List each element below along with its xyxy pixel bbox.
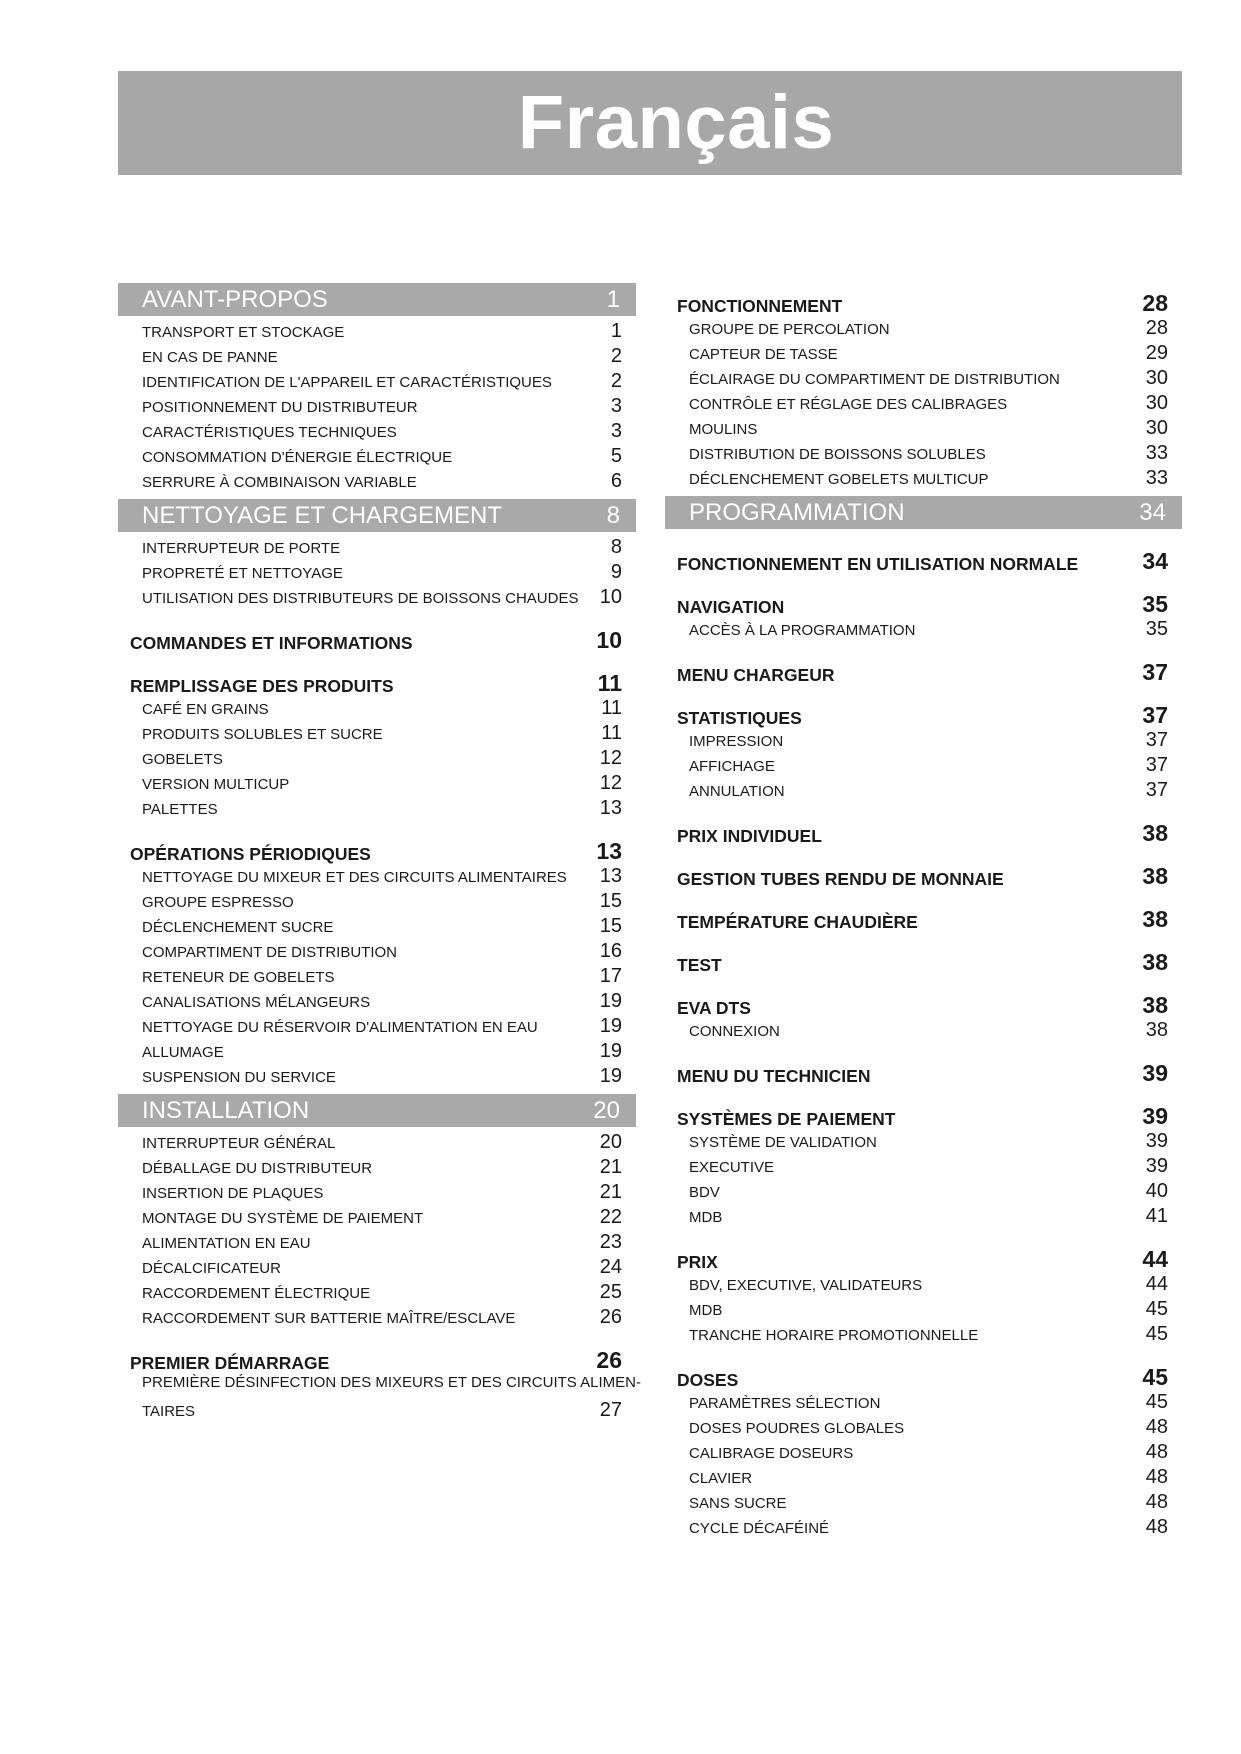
- toc-page-number: 15: [599, 890, 622, 912]
- toc-title: DÉCALCIFICATEUR: [142, 1260, 281, 1277]
- toc-title: SANS SUCRE: [689, 1495, 787, 1512]
- toc-entry-impression[interactable]: [665, 729, 1182, 754]
- toc-title: INTERRUPTEUR GÉNÉRAL: [142, 1135, 336, 1152]
- toc-entry-reteneur-de-gobelets[interactable]: [118, 965, 636, 990]
- toc-title: NAVIGATION: [677, 597, 785, 617]
- toc-title: UTILISATION DES DISTRIBUTEURS DE BOISSONS CHAUDES: [142, 590, 579, 607]
- toc-title: RETENEUR DE GOBELETS: [142, 969, 335, 986]
- toc-title: PRIX INDIVIDUEL: [677, 826, 822, 846]
- toc-entry-serrure-a-combinaison-variable[interactable]: [118, 470, 636, 495]
- toc-heading-premier-demarrage[interactable]: [118, 1340, 636, 1374]
- toc-page-number: 11: [601, 697, 622, 719]
- toc-title: PROGRAMMATION: [689, 498, 905, 526]
- toc-entry-mdb[interactable]: [665, 1298, 1182, 1323]
- toc-title: CONNEXION: [689, 1023, 780, 1040]
- toc-page-number: 39: [1142, 1060, 1168, 1086]
- toc-page-number: 30: [1145, 417, 1168, 439]
- toc-title: GROUPE ESPRESSO: [142, 894, 294, 911]
- toc-page-number: 30: [1145, 392, 1168, 414]
- toc-entry-nettoyage-du-mixeur-et-des-circuits-alimentaires[interactable]: [118, 865, 636, 890]
- toc-title: DÉCLENCHEMENT SUCRE: [142, 919, 334, 936]
- toc-page-number: 38: [1145, 1019, 1168, 1041]
- toc-page-number: 15: [599, 915, 622, 937]
- page-title: Français: [517, 80, 835, 165]
- section-band-installation[interactable]: [118, 1094, 636, 1127]
- toc-page-number: 41: [1145, 1205, 1168, 1227]
- toc-page-number: 39: [1142, 1103, 1168, 1129]
- toc-page-number: 39: [1145, 1155, 1168, 1177]
- toc-entry-connexion[interactable]: [665, 1019, 1182, 1044]
- toc-page-number: 39: [1145, 1130, 1168, 1152]
- section-band-nettoyage-et-chargement[interactable]: [118, 499, 636, 532]
- toc-page-number: 3: [610, 395, 622, 417]
- toc-heading-fonctionnement[interactable]: [665, 283, 1182, 317]
- toc-title: CLAVIER: [689, 1470, 753, 1487]
- toc-entry-suspension-du-service[interactable]: [118, 1065, 636, 1090]
- toc-title: DOSES: [677, 1370, 739, 1390]
- toc-page-number: 22: [599, 1206, 622, 1228]
- toc-title: COMMANDES ET INFORMATIONS: [130, 633, 413, 653]
- toc-title: CYCLE DÉCAFÉINÉ: [689, 1520, 830, 1537]
- toc-heading-fonctionnement-en-utilisation-normale[interactable]: [665, 541, 1182, 575]
- toc-title: VERSION MULTICUP: [142, 776, 290, 793]
- toc-entry-allumage[interactable]: [118, 1040, 636, 1065]
- toc-page-number: 19: [599, 1015, 622, 1037]
- toc-entry-bdv[interactable]: [665, 1180, 1182, 1205]
- toc-title: AFFICHAGE: [689, 758, 775, 775]
- toc-page-number: 26: [599, 1306, 622, 1328]
- toc-title: BDV: [689, 1184, 720, 1201]
- toc-page-number: 12: [599, 772, 622, 794]
- toc-title: SERRURE À COMBINAISON VARIABLE: [142, 474, 417, 491]
- toc-heading-menu-chargeur[interactable]: [665, 652, 1182, 686]
- toc-page-number: 12: [599, 747, 622, 769]
- toc-entry-gobelets[interactable]: [118, 747, 636, 772]
- toc-heading-prix[interactable]: [665, 1239, 1182, 1273]
- toc-title: CONTRÔLE ET RÉGLAGE DES CALIBRAGES: [689, 396, 1008, 413]
- toc-entry-distribution-de-boissons-solubles[interactable]: [665, 442, 1182, 467]
- toc-page-number: 37: [1142, 702, 1168, 728]
- toc-entry-interrupteur-general[interactable]: [118, 1131, 636, 1156]
- toc-entry-canalisations-melangeurs[interactable]: [118, 990, 636, 1015]
- toc-page-number: 19: [599, 990, 622, 1012]
- toc-title: DISTRIBUTION DE BOISSONS SOLUBLES: [689, 446, 986, 463]
- toc-entry-transport-et-stockage[interactable]: [118, 320, 636, 345]
- toc-entry-version-multicup[interactable]: [118, 772, 636, 797]
- toc-title: FONCTIONNEMENT: [677, 296, 843, 316]
- toc-page-number: 27: [599, 1399, 622, 1421]
- toc-page-number: 34: [1142, 548, 1168, 574]
- toc-entry-produits-solubles-et-sucre[interactable]: [118, 722, 636, 747]
- toc-title: AVANT-PROPOS: [142, 285, 328, 313]
- toc-page-number: 37: [1145, 754, 1168, 776]
- toc-page-number: 19: [599, 1040, 622, 1062]
- toc-page-number: 29: [1145, 342, 1168, 364]
- toc-page-number: 38: [1142, 906, 1168, 932]
- toc-page-number: 48: [1145, 1466, 1168, 1488]
- toc-right-column: [665, 283, 1182, 1541]
- toc-entry-systeme-de-validation[interactable]: [665, 1130, 1182, 1155]
- toc-page-number: 11: [601, 722, 622, 744]
- toc-title: GROUPE DE PERCOLATION: [689, 321, 890, 338]
- toc-entry-title-continued: TAIRES: [142, 1403, 196, 1420]
- toc-title: TEST: [677, 955, 722, 975]
- toc-title: PRODUITS SOLUBLES ET SUCRE: [142, 726, 383, 743]
- toc-heading-navigation[interactable]: [665, 584, 1182, 618]
- toc-entry-raccordement-sur-batterie-maitre-esclave[interactable]: [118, 1306, 636, 1331]
- toc-page-number: 44: [1145, 1273, 1168, 1295]
- toc-heading-statistiques[interactable]: [665, 695, 1182, 729]
- toc-entry-utilisation-des-distributeurs-de-boissons-chaudes[interactable]: [118, 586, 636, 611]
- toc-entry-montage-du-systeme-de-paiement[interactable]: [118, 1206, 636, 1231]
- toc-page-number: 8: [610, 536, 622, 558]
- toc-entry-nettoyage-du-reservoir-d-alimentation-en-eau[interactable]: [118, 1015, 636, 1040]
- toc-page-number: 35: [1145, 618, 1168, 640]
- toc-entry-en-cas-de-panne[interactable]: [118, 345, 636, 370]
- toc-left-column: [118, 283, 641, 1424]
- toc-title: EXECUTIVE: [689, 1159, 775, 1176]
- toc-entry-executive[interactable]: [665, 1155, 1182, 1180]
- toc-page-number: 5: [610, 445, 622, 467]
- toc-page-number: 40: [1145, 1180, 1168, 1202]
- toc-page-number: 2: [610, 345, 622, 367]
- toc-entry-eclairage-du-compartiment-de-distribution[interactable]: [665, 367, 1182, 392]
- toc-title: PALETTES: [142, 801, 218, 818]
- toc-page-number: 38: [1142, 992, 1168, 1018]
- toc-entry-capteur-de-tasse[interactable]: [665, 342, 1182, 367]
- toc-entry-deballage-du-distributeur[interactable]: [118, 1156, 636, 1181]
- toc-title: INSTALLATION: [142, 1096, 310, 1124]
- toc-title: ALLUMAGE: [142, 1044, 224, 1061]
- toc-title: SUSPENSION DU SERVICE: [142, 1069, 336, 1086]
- toc-heading-systemes-de-paiement[interactable]: [665, 1096, 1182, 1130]
- toc-entry-annulation[interactable]: [665, 779, 1182, 804]
- toc-page-number: 1: [606, 285, 620, 313]
- toc-title: IDENTIFICATION DE L'APPAREIL ET CARACTÉRISTIQUES: [142, 374, 552, 391]
- toc-title: TRANCHE HORAIRE PROMOTIONNELLE: [689, 1327, 979, 1344]
- toc-title: PROPRETÉ ET NETTOYAGE: [142, 565, 343, 582]
- toc-page-number: 48: [1145, 1441, 1168, 1463]
- toc-title: IMPRESSION: [689, 733, 784, 750]
- toc-page-number: 35: [1142, 591, 1168, 617]
- toc-title: COMPARTIMENT DE DISTRIBUTION: [142, 944, 398, 961]
- toc-title: EVA DTS: [677, 998, 751, 1018]
- toc-heading-test[interactable]: [665, 942, 1182, 976]
- toc-entry-tranche-horaire-promotionnelle[interactable]: [665, 1323, 1182, 1348]
- toc-title: GOBELETS: [142, 751, 223, 768]
- toc-page-number: 45: [1145, 1391, 1168, 1413]
- toc-page-number: 48: [1145, 1416, 1168, 1438]
- toc-page-number: 13: [596, 838, 622, 864]
- toc-page-number: 45: [1142, 1364, 1168, 1390]
- toc-page-number: 20: [593, 1096, 620, 1124]
- toc-title: BDV, EXECUTIVE, VALIDATEURS: [689, 1277, 923, 1294]
- toc-entry-mdb[interactable]: [665, 1205, 1182, 1230]
- toc-entry-alimentation-en-eau[interactable]: [118, 1231, 636, 1256]
- toc-entry-cafe-en-grains[interactable]: [118, 697, 636, 722]
- toc-page-number: 34: [1139, 498, 1166, 526]
- toc-page-number: 8: [606, 501, 620, 529]
- toc-title: CARACTÉRISTIQUES TECHNIQUES: [142, 424, 397, 441]
- toc-title: DÉCLENCHEMENT GOBELETS MULTICUP: [689, 471, 989, 488]
- toc-page-number: 10: [599, 586, 622, 608]
- toc-entry-parametres-selection[interactable]: [665, 1391, 1182, 1416]
- toc-heading-menu-du-technicien[interactable]: [665, 1053, 1182, 1087]
- toc-heading-remplissage-des-produits[interactable]: [118, 663, 636, 697]
- toc-entry-groupe-de-percolation[interactable]: [665, 317, 1182, 342]
- toc-page-number: 38: [1142, 949, 1168, 975]
- toc-entry-moulins[interactable]: [665, 417, 1182, 442]
- toc-title: ÉCLAIRAGE DU COMPARTIMENT DE DISTRIBUTION: [689, 371, 1060, 388]
- toc-entry-caracteristiques-techniques[interactable]: [118, 420, 636, 445]
- toc-title: MOULINS: [689, 421, 758, 438]
- toc-title: SYSTÈME DE VALIDATION: [689, 1134, 877, 1151]
- toc-entry-declenchement-gobelets-multicup[interactable]: [665, 467, 1182, 492]
- toc-entry-decalcificateur[interactable]: [118, 1256, 636, 1281]
- toc-heading-operations-periodiques[interactable]: [118, 831, 636, 865]
- toc-title: ALIMENTATION EN EAU: [142, 1235, 311, 1252]
- toc-entry-groupe-espresso[interactable]: [118, 890, 636, 915]
- toc-title: INSERTION DE PLAQUES: [142, 1185, 324, 1202]
- toc-page-number: 13: [599, 865, 622, 887]
- toc-title: MONTAGE DU SYSTÈME DE PAIEMENT: [142, 1210, 424, 1227]
- toc-page-number: 21: [599, 1156, 622, 1178]
- toc-entry-positionnement-du-distributeur[interactable]: [118, 395, 636, 420]
- toc-page-number: 37: [1145, 729, 1168, 751]
- section-band-avant-propos[interactable]: [118, 283, 636, 316]
- toc-page-number: 38: [1142, 863, 1168, 889]
- toc-page-number: 24: [599, 1256, 622, 1278]
- toc-page-number: 38: [1142, 820, 1168, 846]
- toc-heading-commandes-et-informations[interactable]: [118, 620, 636, 654]
- section-band-programmation[interactable]: [665, 496, 1182, 529]
- toc-page-number: 30: [1145, 367, 1168, 389]
- toc-entry-sans-sucre[interactable]: [665, 1491, 1182, 1516]
- toc-page-number: 28: [1145, 317, 1168, 339]
- toc-entry-compartiment-de-distribution[interactable]: [118, 940, 636, 965]
- toc-entry-insertion-de-plaques[interactable]: [118, 1181, 636, 1206]
- toc-title: NETTOYAGE DU MIXEUR ET DES CIRCUITS ALIMENTAIRES: [142, 869, 567, 886]
- toc-page-number: 48: [1145, 1491, 1168, 1513]
- toc-entry-consommation-d-energie-electrique[interactable]: [118, 445, 636, 470]
- toc-title: RACCORDEMENT ÉLECTRIQUE: [142, 1285, 371, 1302]
- toc-title: INTERRUPTEUR DE PORTE: [142, 540, 341, 557]
- toc-entry-clavier[interactable]: [665, 1466, 1182, 1491]
- toc-page-number: 6: [610, 470, 622, 492]
- toc-page-number: 1: [610, 320, 622, 342]
- toc-title: ACCÈS À LA PROGRAMMATION: [689, 622, 916, 639]
- toc-title: FONCTIONNEMENT EN UTILISATION NORMALE: [677, 554, 1079, 574]
- toc-title: DOSES POUDRES GLOBALES: [689, 1420, 905, 1437]
- toc-title: RACCORDEMENT SUR BATTERIE MAÎTRE/ESCLAVE: [142, 1310, 516, 1327]
- toc-entry-declenchement-sucre[interactable]: [118, 915, 636, 940]
- toc-page-number: 11: [597, 670, 622, 696]
- toc-title: POSITIONNEMENT DU DISTRIBUTEUR: [142, 399, 418, 416]
- toc-title: REMPLISSAGE DES PRODUITS: [130, 676, 394, 696]
- toc-heading-temperature-chaudiere[interactable]: [665, 899, 1182, 933]
- toc-page-number: 45: [1145, 1298, 1168, 1320]
- toc-title: MDB: [689, 1209, 723, 1226]
- toc-page-number: 28: [1142, 290, 1168, 316]
- toc-entry-taires[interactable]: [118, 1374, 641, 1424]
- language-banner: [118, 71, 1182, 175]
- toc-title: PARAMÈTRES SÉLECTION: [689, 1395, 881, 1412]
- toc-title: SYSTÈMES DE PAIEMENT: [677, 1109, 896, 1129]
- toc-entry-identification-de-l-appareil-et-caracteristiques[interactable]: [118, 370, 636, 395]
- toc-entry-title: PREMIÈRE DÉSINFECTION DES MIXEURS ET DES CIRCUITS ALIMEN-: [142, 1374, 641, 1391]
- toc-page-number: 10: [596, 627, 622, 653]
- toc-title: TEMPÉRATURE CHAUDIÈRE: [677, 912, 918, 932]
- toc-page-number: 33: [1145, 442, 1168, 464]
- toc-page-number: 37: [1145, 779, 1168, 801]
- toc-entry-raccordement-electrique[interactable]: [118, 1281, 636, 1306]
- toc-entry-proprete-et-nettoyage[interactable]: [118, 561, 636, 586]
- toc-page-number: 3: [610, 420, 622, 442]
- toc-heading-gestion-tubes-rendu-de-monnaie[interactable]: [665, 856, 1182, 890]
- toc-title: CANALISATIONS MÉLANGEURS: [142, 994, 371, 1011]
- toc-page-number: 16: [599, 940, 622, 962]
- toc-entry-doses-poudres-globales[interactable]: [665, 1416, 1182, 1441]
- toc-page-number: 20: [599, 1131, 622, 1153]
- toc-page-number: 19: [599, 1065, 622, 1087]
- toc-entry-controle-et-reglage-des-calibrages[interactable]: [665, 392, 1182, 417]
- toc-title: MENU CHARGEUR: [677, 665, 835, 685]
- toc-entry-calibrage-doseurs[interactable]: [665, 1441, 1182, 1466]
- toc-title: GESTION TUBES RENDU DE MONNAIE: [677, 869, 1004, 889]
- toc-title: MENU DU TECHNICIEN: [677, 1066, 871, 1086]
- toc-heading-doses[interactable]: [665, 1357, 1182, 1391]
- toc-page-number: 37: [1142, 659, 1168, 685]
- toc-page-number: 17: [599, 965, 622, 987]
- toc-title: TRANSPORT ET STOCKAGE: [142, 324, 345, 341]
- toc-page-number: 48: [1145, 1516, 1168, 1538]
- toc-title: CAPTEUR DE TASSE: [689, 346, 838, 363]
- toc-title: CONSOMMATION D'ÉNERGIE ÉLECTRIQUE: [142, 449, 453, 466]
- toc-page-number: 44: [1142, 1246, 1168, 1272]
- toc-page-number: 23: [599, 1231, 622, 1253]
- toc-page-number: 21: [599, 1181, 622, 1203]
- toc-title: MDB: [689, 1302, 723, 1319]
- toc-entry-interrupteur-de-porte[interactable]: [118, 536, 636, 561]
- toc-title: OPÉRATIONS PÉRIODIQUES: [130, 844, 371, 864]
- toc-heading-eva-dts[interactable]: [665, 985, 1182, 1019]
- toc-title: PREMIER DÉMARRAGE: [130, 1353, 330, 1373]
- toc-title: NETTOYAGE ET CHARGEMENT: [142, 501, 503, 529]
- toc-title: PRIX: [677, 1252, 718, 1272]
- toc-entry-palettes[interactable]: [118, 797, 636, 822]
- toc-title: CALIBRAGE DOSEURS: [689, 1445, 854, 1462]
- toc-title: EN CAS DE PANNE: [142, 349, 278, 366]
- toc-title: DÉBALLAGE DU DISTRIBUTEUR: [142, 1160, 373, 1177]
- toc-title: STATISTIQUES: [677, 708, 802, 728]
- toc-entry-cycle-decafeine[interactable]: [665, 1516, 1182, 1541]
- toc-title: CAFÉ EN GRAINS: [142, 701, 269, 718]
- toc-heading-prix-individuel[interactable]: [665, 813, 1182, 847]
- toc-title: ANNULATION: [689, 783, 785, 800]
- toc-page-number: 33: [1145, 467, 1168, 489]
- toc-page-number: 13: [599, 797, 622, 819]
- toc-entry-bdv-executive-validateurs[interactable]: [665, 1273, 1182, 1298]
- toc-entry-acces-a-la-programmation[interactable]: [665, 618, 1182, 643]
- toc-page-number: 9: [610, 561, 622, 583]
- toc-page-number: 26: [596, 1347, 622, 1373]
- toc-page-number: 2: [610, 370, 622, 392]
- toc-page-number: 25: [599, 1281, 622, 1303]
- toc-title: NETTOYAGE DU RÉSERVOIR D'ALIMENTATION EN EAU: [142, 1019, 538, 1036]
- toc-page-number: 45: [1145, 1323, 1168, 1345]
- toc-entry-affichage[interactable]: [665, 754, 1182, 779]
